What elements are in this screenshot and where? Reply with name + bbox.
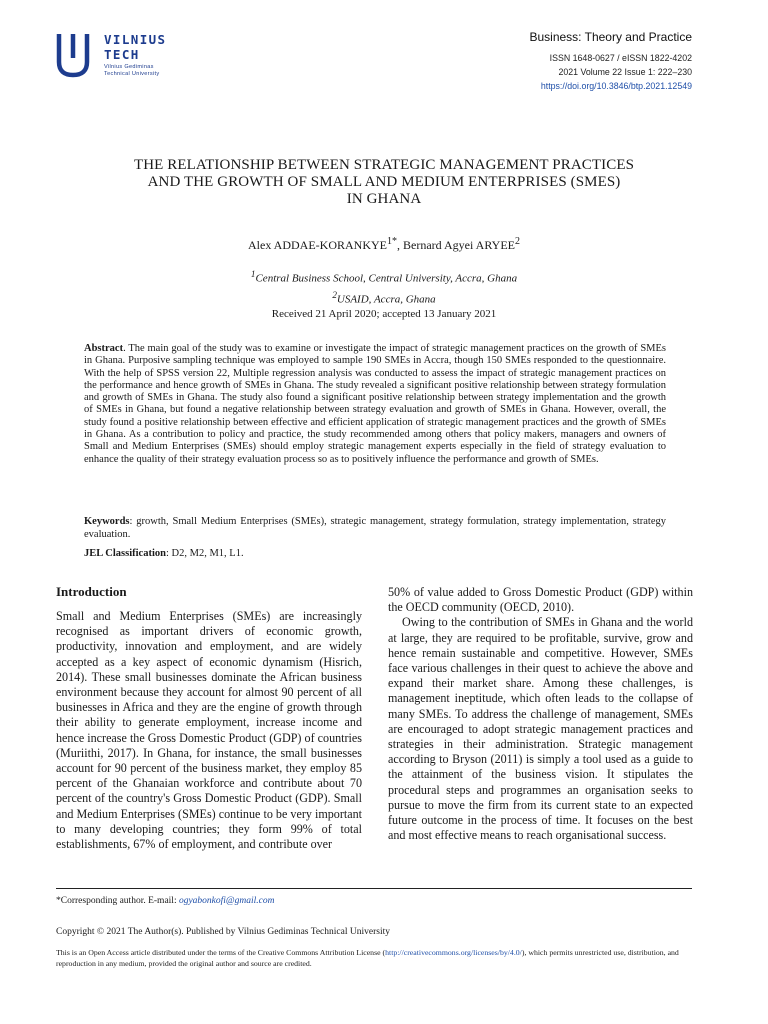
title-line-1: THE RELATIONSHIP BETWEEN STRATEGIC MANAGEMENT PRACTICES	[133, 157, 635, 173]
author-name: Alex ADDAE-KORANKYE	[248, 238, 387, 252]
logo-name	[104, 32, 166, 62]
journal-issn: ISSN 1648-0627 / eISSN 1822-4202	[549, 53, 692, 63]
author-affil-marker: 1*	[387, 236, 397, 247]
license-text: This is an Open Access article distributed under the terms of the Creative Commons Attribution License (	[56, 948, 386, 957]
logo-name-line2: TECH	[104, 47, 140, 62]
right-column	[388, 585, 693, 843]
author-list	[60, 236, 708, 253]
left-column	[56, 584, 362, 852]
section-heading: Introduction	[56, 584, 127, 599]
logo-subtitle	[104, 64, 159, 77]
affiliation-2	[60, 287, 708, 308]
abstract-label: Abstract	[84, 343, 124, 354]
affiliation-text: USAID, Accra, Ghana	[336, 293, 436, 306]
affiliation-marker: 2	[332, 289, 337, 300]
affiliation-text: Central Business School, Central University, Accra, Ghana	[255, 272, 518, 285]
copyright-notice: Copyright © 2021 The Author(s). Published by Vilnius Gediminas Technical University	[56, 927, 390, 937]
logo-name-line1: VILNIUS	[104, 32, 167, 47]
license-notice	[56, 947, 696, 969]
article-title	[60, 157, 708, 208]
body-paragraph: Owing to the contribution of SMEs in Ghana and the world at large, they are required to be profitable, survive, grow and hence remain sustainable and competitive. However, SMEs face various challenges in their quest to achieve the above and expand their market share. Among these challenges, is management ineptitude, which often leads to the collapse of many SMEs. To address the challenge of management, SMEs are encouraged to adopt strategic management practices and strategies in their administration. Strategic management according to Bryson (2011) is simply a tool used as a guide to the attainment of the business vision. It stipulates the procedural steps and programmes an organisation seeks to pursue to move the firm from its current state to an expected future outcome in the process of time. It focuses on the best and most effective means to reach organisational success.	[388, 615, 693, 843]
journal-volume: 2021 Volume 22 Issue 1: 222–230	[558, 67, 692, 77]
doi-link[interactable]: https://doi.org/10.3846/btp.2021.12549	[540, 81, 692, 91]
email-link[interactable]: ogyabonkofi@gmail.com	[178, 896, 275, 906]
received-dates: Received 21 April 2020; accepted 13 January 2021	[271, 308, 497, 320]
affiliation-marker: 1	[250, 269, 256, 279]
logo-sub-line1: Vilnius Gediminas	[104, 64, 154, 70]
keywords-label: Keywords	[84, 516, 130, 527]
jel-text: : D2, M2, M1, L1.	[165, 548, 244, 559]
author-separator: ,	[397, 238, 403, 252]
body-paragraph: Small and Medium Enterprises (SMEs) are increasingly recognised as important drivers of economic growth, productivity, innovation and employment, and are widely accepted as a key aspect of economic dynamism (Hisrich, 2014). These small businesses dominate the African business environment because they account for almost 90 percent of all businesses in Africa and they are the engine of growth through their ability to generate employment, increase income and hence increase the Gross Domestic Product (GDP) of countries (Muriithi, 2017). In Ghana, for instance, the small businesses account for 90 percent of the business market, they employ 85 percent of the Ghanaian workforce and contribute about 70 percent of the country's Gross Domestic Product (GDP). Small and Medium Enterprises (SMEs) continue to be very important to many developing countries; they form 99% of total establishments, 67% of employment, and contribute over	[56, 609, 362, 852]
abstract	[84, 343, 666, 466]
title-line-3: IN GHANA	[346, 191, 422, 207]
jel-label: JEL Classification	[84, 548, 166, 559]
keywords-text: : growth, Small Medium Enterprises (SMEs), strategic management, strategy formulation, strategy implementation, strategy evaluation.	[84, 516, 666, 540]
vilnius-tech-logo-icon	[56, 32, 90, 78]
corresponding-author-footnote	[56, 896, 275, 906]
journal-info	[529, 30, 692, 93]
license-text: ), which permits unrestricted use, distribution, and reproduction in any medium, provided the original author and source are credited.	[56, 948, 679, 968]
abstract-text: . The main goal of the study was to examine or investigate the impact of strategic management practices on the growth of SMEs in Ghana. Purposive sampling technique was employed to sample 190 SMEs in Accra, though 150 SMEs responded to the questionnaire. With the help of SPSS version 22, Multiple regression analysis was conducted to assess the impact of strategic management practices on the performance and hence growth of SMEs in Ghana. The study revealed a significant positive relationship between strategy formulation and growth of SMEs in Ghana. The study also found a significant positive relationship between strategy implementation and the growth of SMEs in Ghana, but found a negative relationship between strategy evaluation and growth of SMEs in Ghana. However, overall, the study found a positive relationship between effective and efficient application of strategic management practices and the growth of SMEs in Ghana. As a contribution to policy and practice, the study recommended among others that policy makers, managers and owners of Small and Medium Enterprises (SMEs) should employ strategic management experts especially in the field of strategy evaluation to enhance the quality of their strategy evaluation process so as to positively influence the performance and growth of SMEs.	[84, 343, 666, 465]
affiliations	[60, 266, 708, 307]
logo-sub-line2: Technical University	[104, 70, 160, 77]
footnote-divider	[56, 888, 692, 889]
journal-name: Business: Theory and Practice	[529, 30, 692, 44]
publisher-logo	[56, 30, 196, 80]
footnote-label: *Corresponding author. E-mail:	[56, 896, 179, 906]
jel-classification	[84, 548, 666, 559]
body-paragraph: 50% of value added to Gross Domestic Product (GDP) within the OECD community (OECD, 2010).	[388, 585, 693, 615]
license-link[interactable]: http://creativecommons.org/licenses/by/4.0/	[385, 948, 522, 957]
keywords	[84, 515, 666, 541]
author-affil-marker: 2	[514, 236, 520, 247]
affiliation-1	[60, 266, 708, 287]
title-line-2: AND THE GROWTH OF SMALL AND MEDIUM ENTERPRISES (SMES)	[147, 174, 621, 190]
author-name: Bernard Agyei ARYEE	[403, 238, 515, 252]
